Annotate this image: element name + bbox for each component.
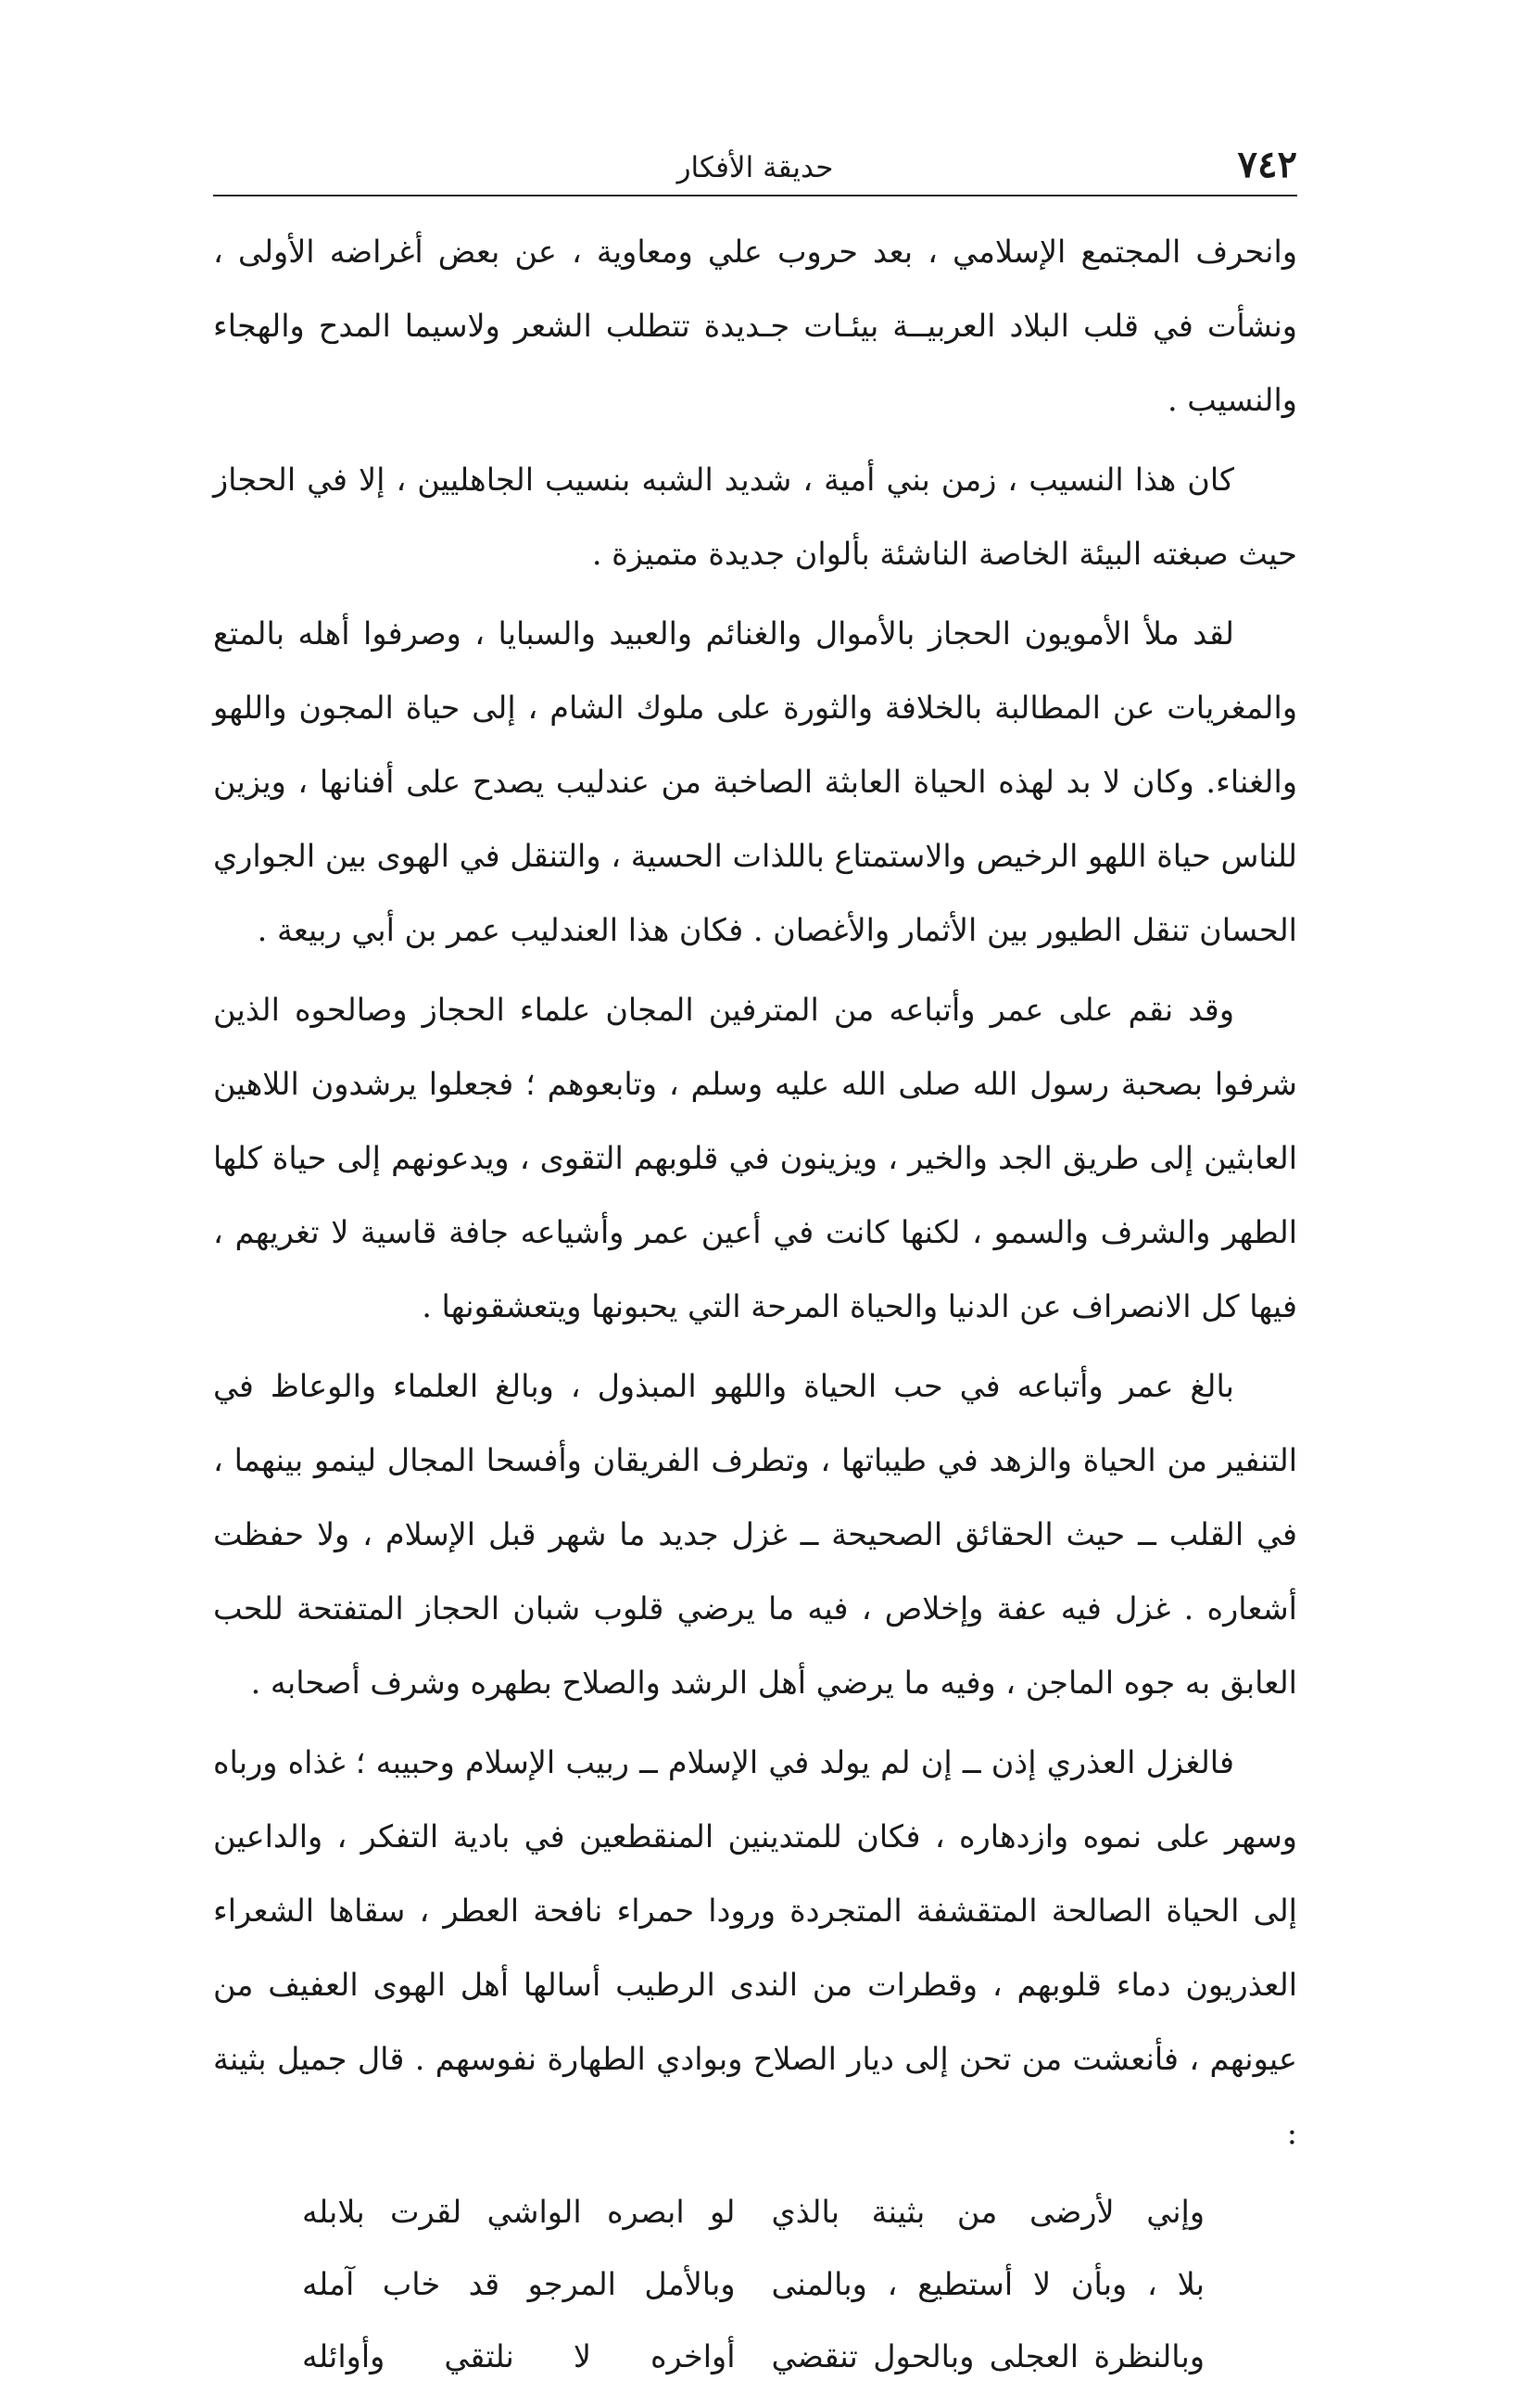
paragraph: بالغ عمر وأتباعه في حب الحياة واللهو المبذول ، وبالغ العلماء والوعاظ في التنفير من الحياة والزهد في طيباتها ، وتطرف الفريقان وأفسحا المجال لينمو بينهما ، في القلب ــ حيث الحقائق الصحيحة ــ غزل جديد ما شهر قبل الإسلام ، ولا حفظت أشعاره . غزل فيه عفة وإخلاص ، فيه ما يرضي قلوب شبان الحجاز المتفتحة للحب العابق به جوه الماجن ، وفيه ما يرضي أهل الرشد والصلاح بطهره وشرف أصحابه . xyxy=(213,1368,1297,1701)
paragraph: وقد نقم على عمر وأتباعه من المترفين المجان علماء الحجاز وصالحوه الذين شرفوا بصحبة رسول الله صلى الله عليه وسلم ، وتابعوهم ؛ فجعلوا يرشدون اللاهين العابثين إلى طريق الجد والخير ، ويزينون في قلوبهم التقوى ، ويدعونهم إلى حياة كلها الطهر والشرف والسمو ، لكنها كانت في أعين عمر وأشياعه جافة قاسية لا تغريهم ، فيها كل الانصراف عن الدنيا والحياة المرحة التي يحبونها ويتعشقونها . xyxy=(213,992,1297,1324)
verse-first-hemistich: وإني لأرضى من بثينة بالذي xyxy=(771,2194,1205,2230)
verse-second-hemistich: وبالأمل المرجو قد خاب آمله xyxy=(302,2266,736,2302)
paragraph: وانحرف المجتمع الإسلامي ، بعد حروب علي ومعاوية ، عن بعض أغراضه الأولى ، ونشأت في قلب البلاد العربيــة بيئـات جـديدة تتطلب الشعر ولاسيما المدح والهجاء والنسيب . xyxy=(213,234,1297,418)
verse-second-hemistich: أواخره لا نلتقي وأوائله xyxy=(302,2338,736,2374)
verse-second-hemistich: لو ابصره الواشي لقرت بلابله xyxy=(302,2194,736,2230)
book-page xyxy=(213,139,1297,2393)
verse-line xyxy=(302,2248,1205,2321)
page-header xyxy=(213,139,1297,196)
verse-first-hemistich: وبالنظرة العجلى وبالحول تنقضي xyxy=(771,2338,1205,2374)
running-title: حديقة الأفكار xyxy=(676,151,834,184)
paragraph: كان هذا النسيب ، زمن بني أمية ، شديد الشبه بنسيب الجاهليين ، إلا في الحجاز حيث صبغته البيئة الخاصة الناشئة بألوان جديدة متميزة . xyxy=(213,462,1297,572)
verse-line xyxy=(302,2176,1205,2248)
page-number: ٧٤٢ xyxy=(1237,143,1297,186)
poem-verses xyxy=(213,2176,1297,2393)
body-text xyxy=(213,215,1297,2171)
verse-first-hemistich: بلا ، وبأن لا أستطيع ، وبالمنى xyxy=(771,2266,1205,2302)
paragraph: فالغزل العذري إذن ــ إن لم يولد في الإسلام ــ ربيب الإسلام وحبيبه ؛ غذاه ورباه وسهر على نموه وازدهاره ، فكان للمتدينين المنقطعين في بادية التفكر ، والداعين إلى الحياة الصالحة المتقشفة المتجردة ورودا حمراء نافحة العطر ، سقاها الشعراء العذريون دماء قلوبهم ، وقطرات من الندى الرطيب أسالها أهل الهوى العفيف من عيونهم ، فأنعشت من تحن إلى ديار الصلاح وبوادي الطهارة نفوسهم . قال جميل بثينة : xyxy=(213,1744,1297,2151)
paragraph: لقد ملأ الأمويون الحجاز بالأموال والغنائم والعبيد والسبايا ، وصرفوا أهله بالمتع والمغريات عن المطالبة بالخلافة والثورة على ملوك الشام ، إلى حياة المجون واللهو والغناء. وكان لا بد لهذه الحياة العابثة الصاخبة من عندليب يصدح على أفنانها ، ويزين للناس حياة اللهو الرخيص والاستمتاع باللذات الحسية ، والتنقل في الهوى بين الجواري الحسان تنقل الطيور بين الأثمار والأغصان . فكان هذا العندليب عمر بن أبي ربيعة . xyxy=(213,615,1297,948)
verse-line xyxy=(302,2321,1205,2393)
